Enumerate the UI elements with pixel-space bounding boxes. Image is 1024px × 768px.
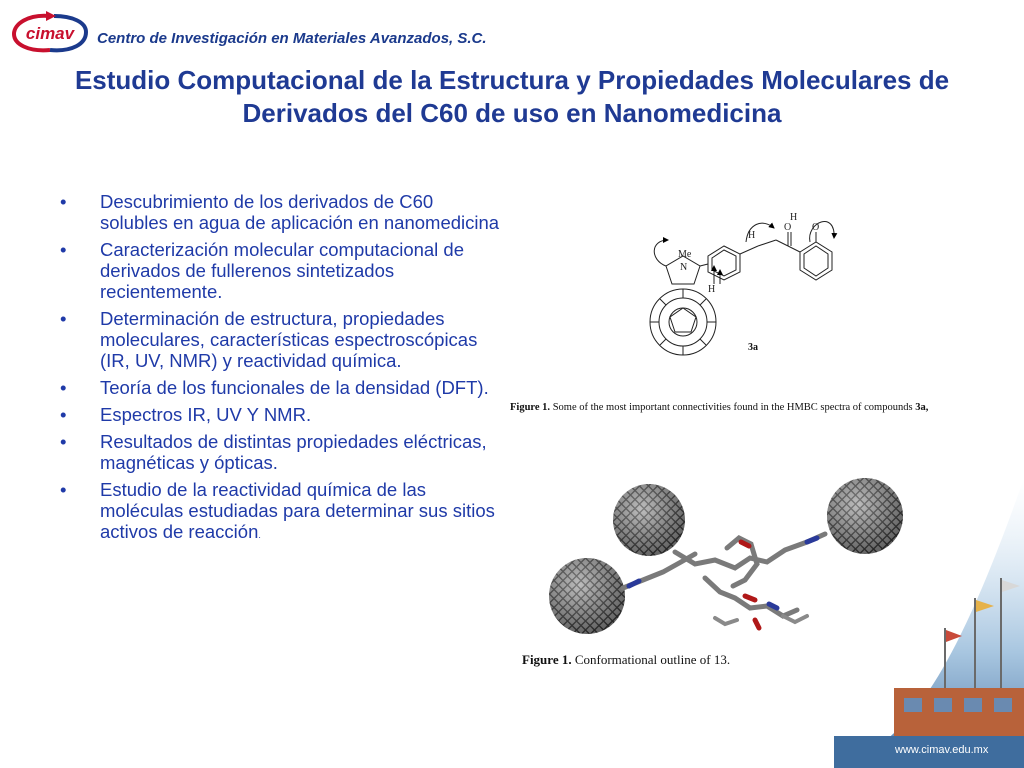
figure-caption-bottom: [522, 652, 730, 668]
bullet-text: Descubrimiento de los derivados de C60 solubles en agua de aplicación en nanomedicina: [100, 191, 500, 233]
bullet-marker: •: [60, 431, 67, 452]
bullet-marker: •: [60, 308, 67, 329]
bullet-text: Resultados de distintas propiedades eléctricas, magnéticas y ópticas.: [100, 431, 487, 473]
caption-compound: 3a,: [915, 402, 929, 413]
hmbc-structure-figure: [500, 200, 920, 428]
cimav-logo: [10, 10, 90, 56]
bullet-marker: •: [60, 191, 67, 212]
phenyl-ring-drawing: [700, 240, 776, 280]
bullet-item: [60, 404, 500, 425]
atom-label-h1: H: [748, 230, 756, 241]
bullet-text: Determinación de estructura, propiedades moleculares, características espectroscópicas (IR, UV, NMR) y reactividad química.: [100, 308, 478, 371]
logo-text: cimav: [25, 24, 75, 43]
bullet-text: Espectros IR, UV Y NMR.: [100, 404, 312, 425]
atom-label-me: Me: [678, 249, 692, 260]
caption-text: Some of the most important connectivities found in the HMBC spectra of compounds: [550, 402, 916, 413]
bullet-marker: •: [60, 479, 67, 500]
caption-figure-label: Figure 1.: [510, 402, 551, 413]
fullerene-cage-drawing: [650, 289, 716, 355]
slide-title: Estudio Computacional de la Estructura y Propiedades Moleculares de Derivados del C60 de uso en Nanomedicina: [74, 65, 950, 128]
bullet-text: Teoría de los funcionales de la densidad (DFT).: [100, 377, 489, 398]
pyrrolidine-ring-drawing: [654, 240, 700, 284]
bullet-tail: .: [258, 530, 261, 540]
footer-url: www.cimav.edu.mx: [895, 744, 989, 756]
bullet-item: [60, 308, 500, 371]
bullet-item: [60, 377, 500, 398]
terminal-groups: [715, 616, 807, 624]
atom-label-h3: H: [790, 212, 798, 223]
header: [0, 0, 1024, 62]
bullet-marker: •: [60, 404, 67, 425]
bullet-marker: •: [60, 239, 67, 260]
organization-name: Centro de Investigación en Materiales Avanzados, S.C.: [97, 30, 487, 47]
bullet-item: [60, 479, 500, 546]
bullet-item: [60, 239, 500, 302]
fullerene-ball-top: [613, 484, 685, 556]
atom-label-o2: O: [812, 222, 820, 233]
atom-label-o1: O: [784, 222, 792, 233]
bullet-text: Estudio de la reactividad química de las moléculas estudiadas para determinar sus sitios activos de reacción: [100, 479, 495, 542]
bullet-list: [60, 191, 500, 552]
caption-text: Conformational outline of 13.: [571, 652, 731, 667]
bullet-item: [60, 431, 500, 473]
compound-label: 3a: [748, 342, 758, 353]
bullet-marker: •: [60, 377, 67, 398]
campus-decoration: [834, 478, 1024, 768]
caption-figure-label: Figure 1.: [522, 652, 572, 667]
atom-label-n: N: [680, 262, 688, 273]
fullerene-ball-left: [549, 558, 625, 634]
bullet-item: [60, 191, 500, 233]
bullet-text: Caracterización molecular computacional de derivados de fullerenos sintetizados recientemente.: [100, 239, 465, 302]
atom-label-h2: H: [708, 284, 716, 295]
figure-caption-top: [510, 402, 928, 413]
